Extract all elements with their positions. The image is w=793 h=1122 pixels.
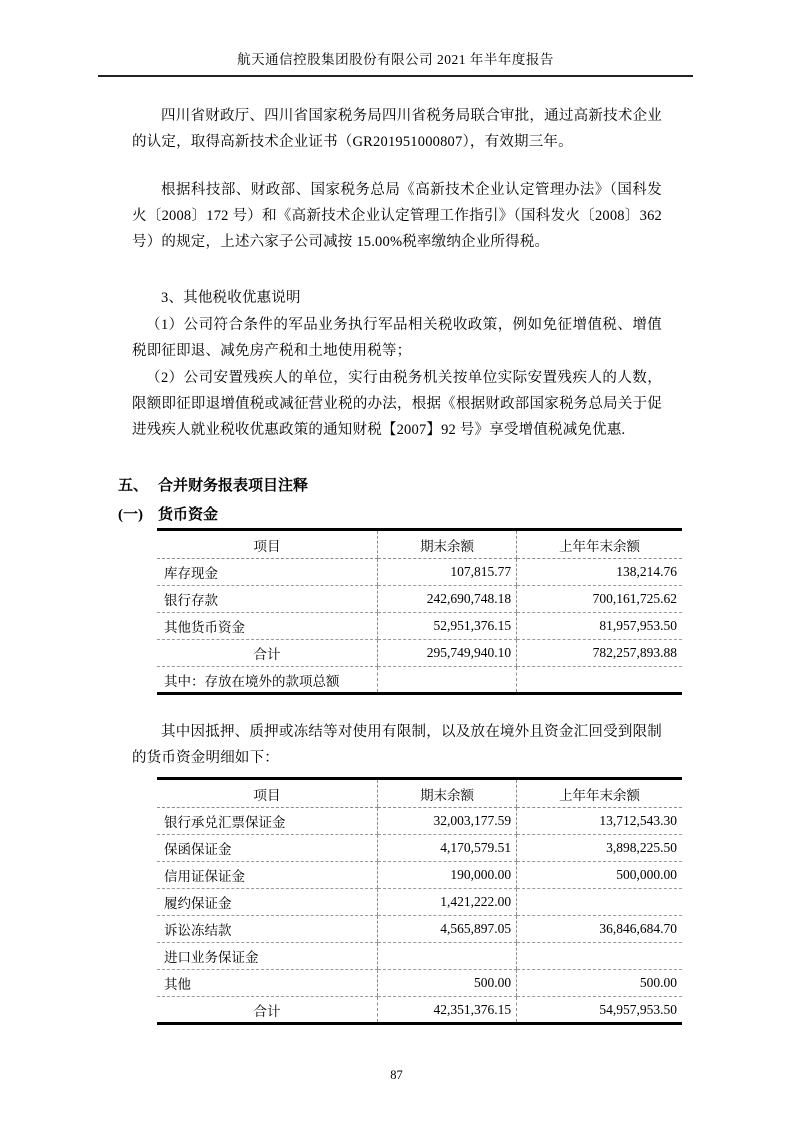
other-tax-preference-heading: 3、其他税收优惠说明 [161,290,301,306]
cell-ending-balance: 1,421,222.00 [378,889,517,916]
col-header-prior-year-balance: 上年年末余额 [517,530,682,559]
cell-prior-balance: 54,957,953.50 [517,997,682,1024]
table-header-row [157,779,682,808]
paragraph-hightech-certificate: 四川省财政厅、四川省国家税务局四川省税务局联合审批，通过高新技术企业的认定，取得高新技术企业证书（GR201951000807），有效期三年。 [132,108,662,150]
cell-ending-balance: 107,815.77 [378,559,517,586]
cell-prior-balance: 500.00 [517,970,682,997]
table-total-row [157,640,682,667]
section-heading-notes [118,473,664,500]
cell-item: 信用证保证金 [157,862,378,889]
cell-prior-balance [517,943,682,970]
page-footer [0,1068,793,1083]
table-row [157,862,682,889]
cell-prior-balance: 81,957,953.50 [517,613,682,640]
section-title: 合并财务报表项目注释 [158,478,309,494]
section-number: 五、 [118,478,149,494]
page-content [118,103,677,1025]
tax-item-1: （1）公司符合条件的军品业务执行军品相关税收政策，例如免征增值税、增值税即征即退、减免房产税和土地使用税等； [132,317,662,359]
monetary-funds-table-body [157,559,682,694]
cell-ending-balance: 52,951,376.15 [378,613,517,640]
subsection-title: 货币资金 [158,507,219,523]
col-header-prior-year-balance: 上年年末余额 [517,779,682,808]
cell-ending-balance [378,943,517,970]
table-row [157,889,682,916]
cell-item: 保函保证金 [157,835,378,862]
subsection-heading-monetary-funds [118,502,664,528]
restricted-funds-intro: 其中因抵押、质押或冻结等对使用有限制，以及放在境外且资金汇回受到限制的货币资金明细如下： [132,724,662,766]
cell-item: 合计 [157,640,378,667]
cell-item: 合计 [253,1003,281,1019]
cell-item: 其他 [157,970,378,997]
restricted-funds-table-body [157,808,682,1024]
cell-item: 库存现金 [157,559,378,586]
tax-item-2: （2）公司安置残疾人的单位，实行由税务机关按单位实际安置残疾人的人数，限额即征即退增值税或减征营业税的办法，根据《根据财政部国家税务总局关于促进残疾人就业税收优惠政策的通知财税【2007】92 号》享受增值税减免优惠. [132,370,662,438]
cell-prior-balance: 3,898,225.50 [517,835,682,862]
table-total-row [157,997,682,1024]
cell-item: 银行承兑汇票保证金 [157,808,378,835]
table-row [157,667,682,694]
cell-ending-balance: 295,749,940.10 [378,640,517,667]
table-row [157,970,682,997]
cell-prior-balance: 700,161,725.62 [517,586,682,613]
page-number: 87 [390,1068,403,1082]
table-row [157,916,682,943]
cell-prior-balance: 36,846,684.70 [517,916,682,943]
monetary-funds-table [157,528,682,695]
cell-ending-balance: 242,690,748.18 [378,586,517,613]
cell-item: 其中：存放在境外的款项总额 [164,673,340,689]
cell-ending-balance: 4,170,579.51 [378,835,517,862]
cell-item: 其他货币资金 [157,613,378,640]
table-header-row [157,530,682,559]
cell-item: 进口业务保证金 [157,943,378,970]
document-running-head [98,0,693,77]
table-row [157,943,682,970]
cell-prior-balance [517,889,682,916]
cell-prior-balance [517,667,682,694]
cell-prior-balance: 500,000.00 [517,862,682,889]
col-header-item: 项目 [157,779,378,808]
cell-prior-balance: 138,214.76 [517,559,682,586]
table-row [157,835,682,862]
restricted-funds-table-head [157,779,682,808]
restricted-funds-table [157,777,682,1025]
monetary-funds-table-head [157,530,682,559]
cell-ending-balance: 190,000.00 [378,862,517,889]
table-row [157,613,682,640]
cell-ending-balance: 4,565,897.05 [378,916,517,943]
report-title: 航天通信控股集团股份有限公司 2021 年半年度报告 [237,52,554,67]
col-header-ending-balance: 期末余额 [378,779,517,808]
cell-ending-balance: 500.00 [378,970,517,997]
paragraph-tax-rate-policy: 根据科技部、财政部、国家税务总局《高新技术企业认定管理办法》（国科发火〔2008〕172 号）和《高新技术企业认定管理工作指引》（国科发火〔2008〕362 号）的规定，上述六家子公司减按 15.00%税率缴纳企业所得税。 [132,182,662,250]
cell-prior-balance: 13,712,543.30 [517,808,682,835]
cell-ending-balance: 42,351,376.15 [378,997,517,1024]
table-row [157,808,682,835]
cell-item: 诉讼冻结款 [157,916,378,943]
table-row [157,586,682,613]
col-header-item: 项目 [157,530,378,559]
table-row [157,559,682,586]
cell-ending-balance: 32,003,177.59 [378,808,517,835]
cell-prior-balance: 782,257,893.88 [517,640,682,667]
cell-ending-balance [378,667,517,694]
cell-item: 银行存款 [157,586,378,613]
subsection-number: (一) [118,507,143,523]
col-header-ending-balance: 期末余额 [378,530,517,559]
cell-item: 履约保证金 [157,889,378,916]
